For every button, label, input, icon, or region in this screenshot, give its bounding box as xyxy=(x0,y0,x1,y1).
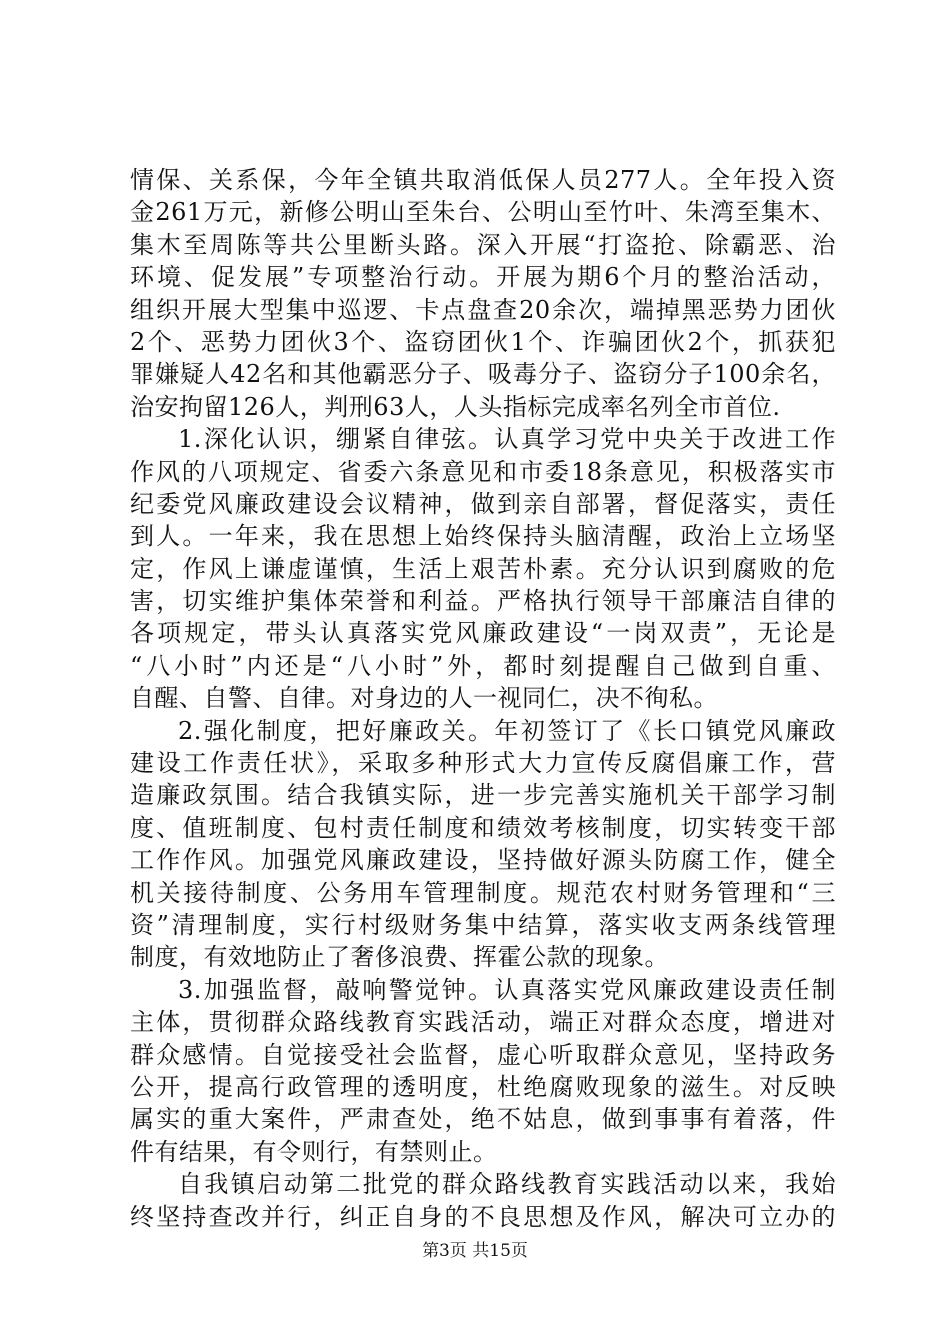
text-line: 2个、恶势力团伙3个、盗窃团伙1个、诈骗团伙2个，抓获犯 xyxy=(130,327,836,356)
text-line: “八小时”内还是“八小时”外，都时刻提醒自己做到自重、 xyxy=(130,651,836,680)
text-line: 造廉政氛围。结合我镇实际，进一步完善实施机关干部学习制 xyxy=(130,781,836,810)
document-body xyxy=(130,164,836,1233)
text-line: 情保、关系保，今年全镇共取消低保人员277人。全年投入资 xyxy=(130,166,836,194)
text-line: 群众感情。自觉接受社会监督，虚心听取群众意见，坚持政务 xyxy=(130,1040,836,1069)
text-line: 自醒、自警、自律。对身边的人一视同仁，决不徇私。 xyxy=(130,684,718,713)
text-line: 度、值班制度、包村责任制度和绩效考核制度，切实转变干部 xyxy=(130,813,836,842)
text-line: 2.强化制度，把好廉政关。年初签订了《长口镇党风廉政 xyxy=(178,716,836,745)
text-line: 资”清理制度，实行村级财务集中结算，落实收支两条线管理 xyxy=(130,910,836,939)
text-line: 件有结果，有令则行，有禁则止。 xyxy=(130,1137,498,1166)
text-line: 机关接待制度、公务用车管理制度。规范农村财务管理和“三 xyxy=(130,878,836,907)
text-line: 治安拘留126人，判刑63人，人头指标完成率名列全市首位. xyxy=(130,392,781,421)
text-line: 制度，有效地防止了奢侈浪费、挥霍公款的现象。 xyxy=(130,943,669,972)
text-line: 纪委党风廉政建设会议精神，做到亲自部署，督促落实，责任 xyxy=(130,489,836,518)
text-line: 3.加强监督，敲响警觉钟。认真落实党风廉政建设责任制 xyxy=(178,975,836,1004)
text-line: 各项规定，带头认真落实党风廉政建设“一岗双责”，无论是 xyxy=(130,619,836,648)
text-line: 建设工作责任状》，采取多种形式大力宣传反腐倡廉工作，营 xyxy=(130,749,836,778)
text-line: 工作作风。加强党风廉政建设，坚持做好源头防腐工作，健全 xyxy=(130,846,836,875)
text-line: 环境、促发展”专项整治行动。开展为期6个月的整治活动， xyxy=(130,263,836,292)
text-line: 作风的八项规定、省委六条意见和市委18条意见，积极落实市 xyxy=(130,457,836,486)
text-line: 自我镇启动第二批党的群众路线教育实践活动以来，我始 xyxy=(178,1170,836,1199)
text-line: 组织开展大型集中巡逻、卡点盘查20余次，端掉黑恶势力团伙 xyxy=(130,295,836,324)
text-line: 属实的重大案件，严肃查处，绝不姑息，做到事事有着落，件 xyxy=(130,1105,836,1134)
text-line: 主体，贯彻群众路线教育实践活动，端正对群众态度，增进对 xyxy=(130,1008,836,1037)
text-line: 到人。一年来，我在思想上始终保持头脑清醒，政治上立场坚 xyxy=(130,522,836,551)
text-line: 终坚持查改并行，纠正自身的不良思想及作风，解决可立办的 xyxy=(130,1202,836,1231)
text-line: 公开，提高行政管理的透明度，杜绝腐败现象的滋生。对反映 xyxy=(130,1072,836,1101)
text-line: 集木至周陈等共公里断头路。深入开展“打盗抢、除霸恶、治 xyxy=(130,230,836,259)
text-line: 害，切实维护集体荣誉和利益。严格执行领导干部廉洁自律的 xyxy=(130,587,836,616)
text-line: 定，作风上谦虚谨慎，生活上艰苦朴素。充分认识到腐败的危 xyxy=(130,554,836,583)
page-number-footer: 第3页 共15页 xyxy=(422,1241,528,1261)
text-line: 罪嫌疑人42名和其他霸恶分子、吸毒分子、盗窃分子100余名， xyxy=(130,360,836,389)
text-line: 1.深化认识，绷紧自律弦。认真学习党中央关于改进工作 xyxy=(178,425,836,454)
text-line: 金261万元，新修公明山至朱台、公明山至竹叶、朱湾至集木、 xyxy=(130,198,836,227)
